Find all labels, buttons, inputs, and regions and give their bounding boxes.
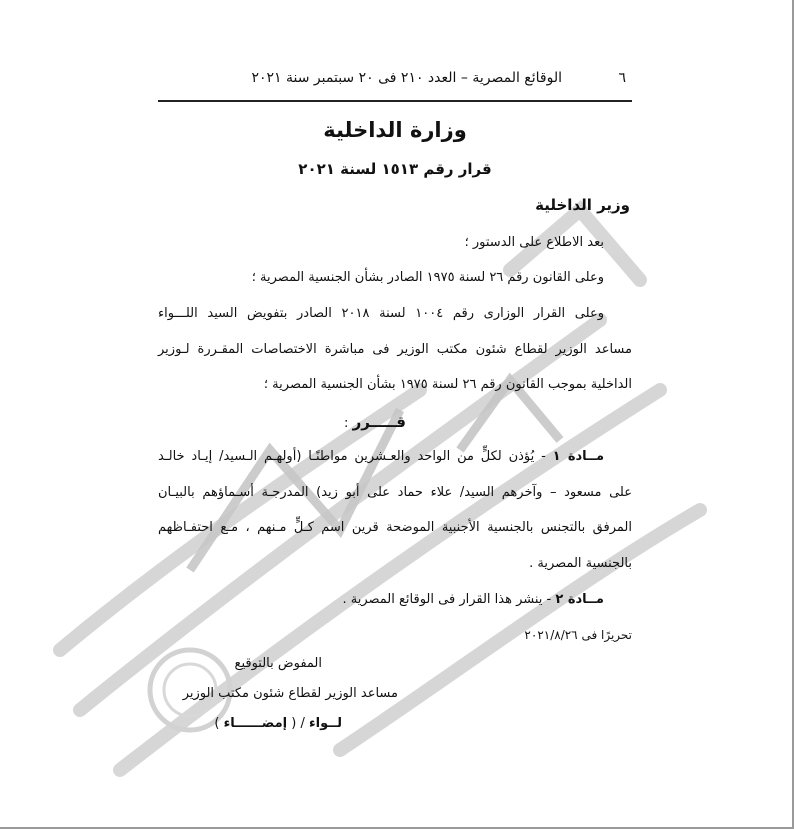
delegate-label: المفوض بالتوقيع xyxy=(234,656,322,671)
preamble-line: بعد الاطلاع على الدستور ؛ xyxy=(464,235,604,250)
article-1-line: بالجنسية المصرية . xyxy=(529,556,632,571)
preamble-line: مساعد الوزير لقطاع شئون مكتب الوزير فى مباشرة الاختصاصات المقـررة لـوزير xyxy=(158,342,632,357)
article-1-line: على مسعود – وآخرهم السيد/ علاء حماد على أبو زيد) المدرجـة أسـماؤهم بالبيـان xyxy=(158,485,632,500)
gazette-issue-line: الوقائع المصرية – العدد ٢١٠ فى ٢٠ سبتمبر سنة ٢٠٢١ xyxy=(251,70,562,86)
issue-date: تحريرًا فى ٢٠٢١/٨/٢٦ xyxy=(524,628,632,642)
article-1-line xyxy=(158,449,632,464)
signature-close: ) xyxy=(214,716,224,731)
gazette-header xyxy=(158,66,632,102)
decided-colon: : xyxy=(344,416,353,431)
signatory-position: مساعد الوزير لقطاع شئون مكتب الوزير xyxy=(182,686,398,701)
article-2-line xyxy=(158,592,632,607)
preamble-line: وعلى القانون رقم ٢٦ لسنة ١٩٧٥ الصادر بشأن الجنسية المصرية ؛ xyxy=(251,270,604,285)
page-number: ٦ xyxy=(618,70,626,86)
decided-line xyxy=(158,413,632,431)
article-1-text: - يُؤذن لكلٍّ من الواحد والعـشرين مواطنًـا (أولهـم الـسيد/ إيـاد خالـد xyxy=(158,449,553,464)
preamble-line: وعلى القرار الوزارى رقم ١٠٠٤ لسنة ٢٠١٨ الصادر بتفويض السيد اللـــواء xyxy=(158,306,604,321)
article-1-label: مــادة ١ xyxy=(552,449,604,464)
rank-label: لــواء xyxy=(308,716,342,731)
ministry-title: وزارة الداخلية xyxy=(323,118,467,142)
decree-title: قرار رقم ١٥١٣ لسنة ٢٠٢١ xyxy=(298,160,492,178)
signature-line xyxy=(214,716,342,731)
minister-heading: وزير الداخلية xyxy=(535,196,630,214)
article-1-line: المرفق بالتجنس بالجنسية الأجنبية الموضحة قرين اسم كـلٍّ مـنهم ، مـع احتفـاظهم xyxy=(158,520,632,535)
decided-word: قـــــرر xyxy=(352,413,406,431)
article-2-label: مــادة ٢ xyxy=(555,592,604,607)
rank-separator: / ( xyxy=(287,716,309,731)
preamble-line: الداخلية بموجب القانون رقم ٢٦ لسنة ١٩٧٥ بشأن الجنسية المصرية ؛ xyxy=(263,377,632,392)
article-2-text: - ينشر هذا القرار فى الوقائع المصرية . xyxy=(342,592,556,607)
signed-label: إمضــــــاء xyxy=(223,716,288,731)
